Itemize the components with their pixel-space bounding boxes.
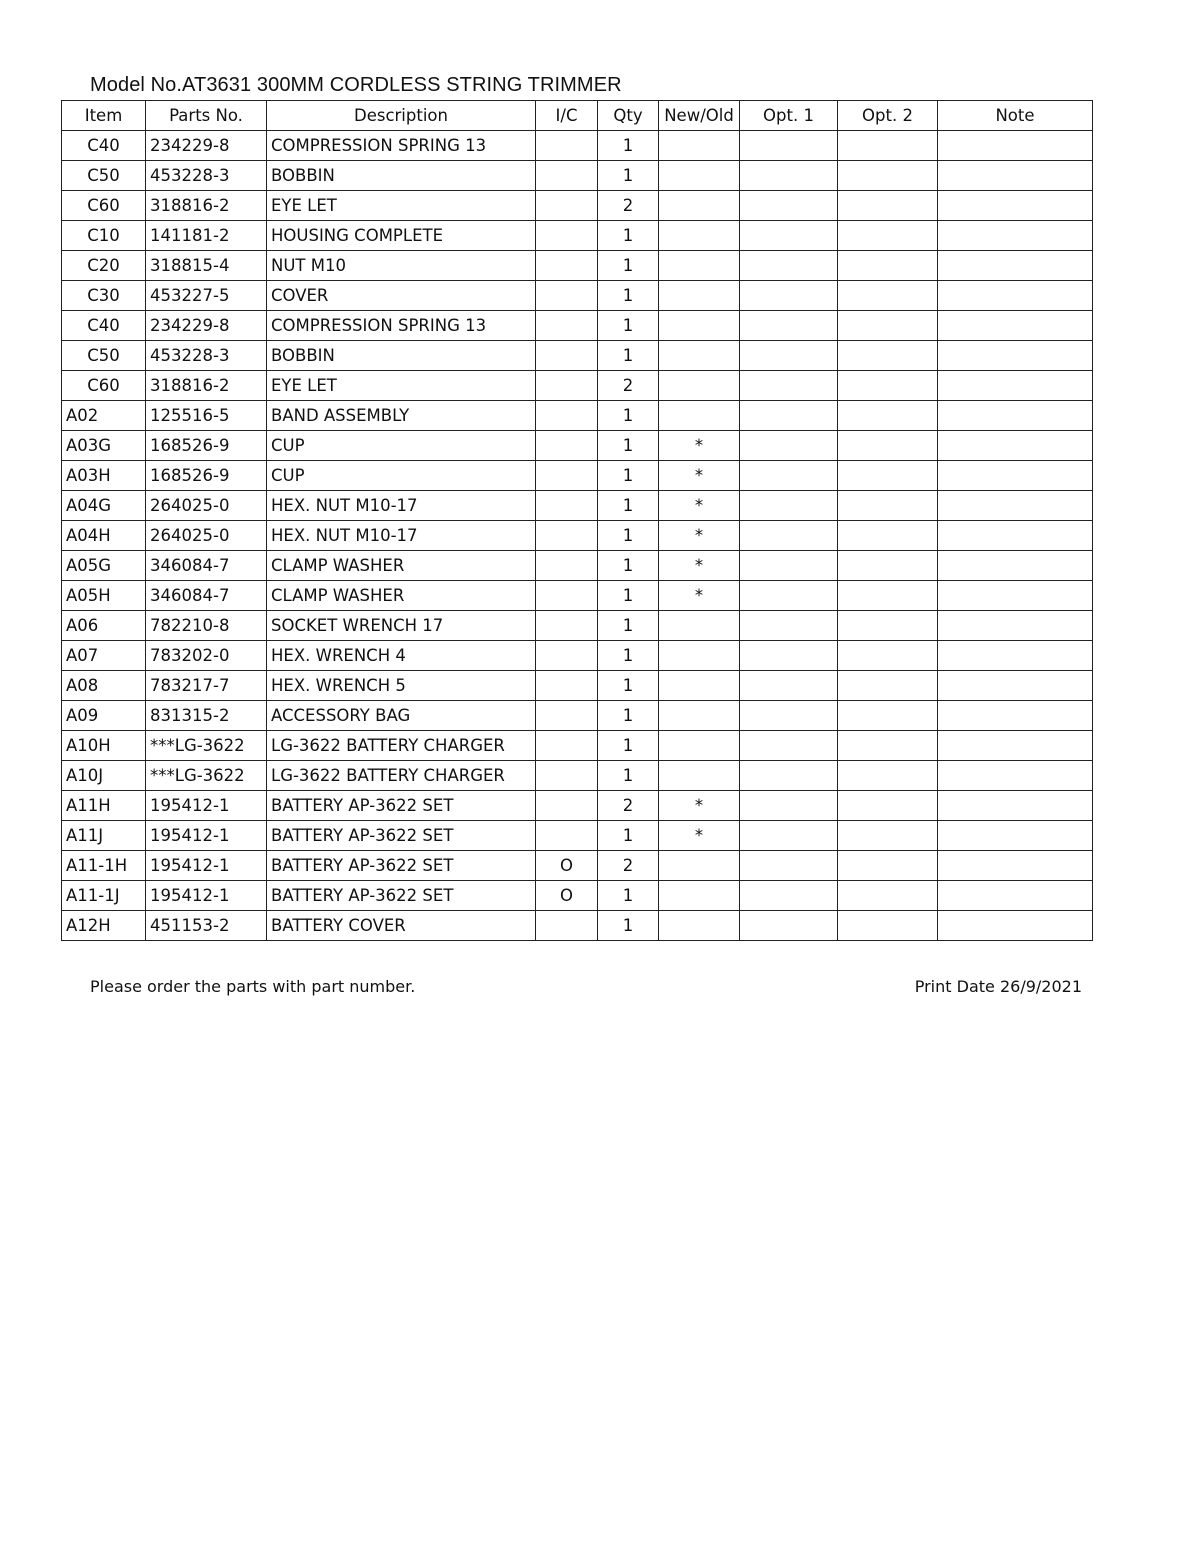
cell-parts-no: 318816-2 [146,191,267,221]
table-row [62,821,1093,851]
cell-ic [536,371,598,401]
cell-new-old [659,641,740,671]
cell-ic [536,911,598,941]
cell-ic [536,191,598,221]
table-row [62,191,1093,221]
cell-qty: 1 [598,581,659,611]
cell-parts-no: 453228-3 [146,341,267,371]
cell-new-old [659,131,740,161]
cell-qty: 1 [598,911,659,941]
cell-item: A05H [62,581,146,611]
cell-description: HEX. WRENCH 5 [267,671,536,701]
cell-item: A06 [62,611,146,641]
cell-parts-no: 234229-8 [146,311,267,341]
cell-opt2 [838,701,938,731]
cell-item: A12H [62,911,146,941]
table-row [62,701,1093,731]
cell-new-old: * [659,791,740,821]
cell-note [938,281,1093,311]
cell-opt2 [838,221,938,251]
cell-opt2 [838,401,938,431]
cell-new-old [659,611,740,641]
cell-qty: 2 [598,371,659,401]
cell-new-old: * [659,521,740,551]
cell-description: BOBBIN [267,341,536,371]
cell-description: ACCESSORY BAG [267,701,536,731]
cell-qty: 2 [598,791,659,821]
cell-new-old [659,911,740,941]
column-header-new-old: New/Old [659,101,740,131]
cell-note [938,131,1093,161]
cell-note [938,491,1093,521]
cell-description: COMPRESSION SPRING 13 [267,131,536,161]
cell-description: CUP [267,461,536,491]
cell-ic [536,581,598,611]
cell-opt2 [838,311,938,341]
cell-description: EYE LET [267,371,536,401]
cell-new-old: * [659,551,740,581]
cell-qty: 1 [598,491,659,521]
cell-opt1 [740,281,838,311]
cell-new-old [659,191,740,221]
cell-parts-no: 346084-7 [146,581,267,611]
cell-note [938,611,1093,641]
cell-parts-no: 168526-9 [146,431,267,461]
table-row [62,581,1093,611]
cell-new-old: * [659,461,740,491]
cell-qty: 1 [598,611,659,641]
cell-opt1 [740,491,838,521]
cell-qty: 1 [598,341,659,371]
cell-opt1 [740,581,838,611]
cell-item: C50 [62,161,146,191]
cell-opt1 [740,251,838,281]
cell-parts-no: 195412-1 [146,791,267,821]
cell-ic [536,311,598,341]
table-row [62,131,1093,161]
cell-opt2 [838,731,938,761]
table-row [62,791,1093,821]
column-header-opt2: Opt. 2 [838,101,938,131]
cell-note [938,251,1093,281]
cell-opt1 [740,431,838,461]
cell-opt2 [838,131,938,161]
column-header-description: Description [267,101,536,131]
cell-description: NUT M10 [267,251,536,281]
cell-description: SOCKET WRENCH 17 [267,611,536,641]
cell-item: C40 [62,311,146,341]
cell-opt2 [838,911,938,941]
table-row [62,341,1093,371]
cell-note [938,851,1093,881]
print-date: Print Date 26/9/2021 [914,977,1082,996]
cell-opt2 [838,161,938,191]
cell-note [938,311,1093,341]
cell-parts-no: 831315-2 [146,701,267,731]
cell-description: COMPRESSION SPRING 13 [267,311,536,341]
cell-ic [536,641,598,671]
cell-ic [536,551,598,581]
cell-qty: 1 [598,881,659,911]
cell-parts-no: 264025-0 [146,491,267,521]
table-row [62,281,1093,311]
cell-opt2 [838,431,938,461]
cell-note [938,401,1093,431]
cell-new-old: * [659,431,740,461]
cell-parts-no: ***LG-3622 [146,731,267,761]
cell-note [938,341,1093,371]
cell-item: A08 [62,671,146,701]
cell-ic [536,701,598,731]
cell-new-old [659,341,740,371]
cell-ic [536,791,598,821]
cell-ic [536,521,598,551]
table-row [62,311,1093,341]
cell-ic [536,461,598,491]
cell-qty: 1 [598,701,659,731]
order-note: Please order the parts with part number. [90,977,416,996]
cell-new-old [659,851,740,881]
table-row [62,401,1093,431]
cell-qty: 1 [598,161,659,191]
cell-note [938,641,1093,671]
cell-ic [536,221,598,251]
table-header-row [62,101,1093,131]
cell-parts-no: 125516-5 [146,401,267,431]
cell-opt2 [838,821,938,851]
cell-new-old [659,701,740,731]
table-row [62,731,1093,761]
cell-description: HOUSING COMPLETE [267,221,536,251]
cell-new-old [659,881,740,911]
cell-opt2 [838,281,938,311]
cell-note [938,881,1093,911]
cell-qty: 1 [598,551,659,581]
cell-note [938,551,1093,581]
cell-description: CLAMP WASHER [267,581,536,611]
cell-parts-no: 195412-1 [146,821,267,851]
table-row [62,461,1093,491]
cell-opt2 [838,581,938,611]
cell-parts-no: 234229-8 [146,131,267,161]
cell-parts-no: 782210-8 [146,611,267,641]
cell-opt1 [740,671,838,701]
cell-new-old: * [659,581,740,611]
table-row [62,881,1093,911]
cell-opt1 [740,191,838,221]
cell-item: A07 [62,641,146,671]
table-row [62,671,1093,701]
cell-opt1 [740,611,838,641]
cell-parts-no: 195412-1 [146,851,267,881]
cell-qty: 1 [598,221,659,251]
cell-item: C60 [62,191,146,221]
table-row [62,221,1093,251]
cell-parts-no: 141181-2 [146,221,267,251]
cell-description: EYE LET [267,191,536,221]
cell-opt2 [838,521,938,551]
cell-opt1 [740,131,838,161]
cell-parts-no: 453227-5 [146,281,267,311]
cell-note [938,431,1093,461]
cell-item: A03G [62,431,146,461]
cell-opt2 [838,611,938,641]
cell-opt2 [838,551,938,581]
cell-parts-no: 453228-3 [146,161,267,191]
cell-qty: 1 [598,431,659,461]
cell-qty: 1 [598,401,659,431]
cell-note [938,731,1093,761]
cell-description: COVER [267,281,536,311]
table-row [62,161,1093,191]
cell-item: A10H [62,731,146,761]
cell-item: C20 [62,251,146,281]
cell-qty: 1 [598,821,659,851]
cell-description: LG-3622 BATTERY CHARGER [267,761,536,791]
table-row [62,521,1093,551]
cell-opt2 [838,851,938,881]
cell-ic [536,131,598,161]
cell-note [938,371,1093,401]
column-header-parts-no: Parts No. [146,101,267,131]
cell-parts-no: 346084-7 [146,551,267,581]
cell-new-old: * [659,821,740,851]
cell-description: HEX. NUT M10-17 [267,491,536,521]
cell-ic: O [536,851,598,881]
cell-ic [536,671,598,701]
cell-opt2 [838,791,938,821]
cell-opt1 [740,821,838,851]
cell-description: HEX. WRENCH 4 [267,641,536,671]
cell-opt1 [740,401,838,431]
cell-item: A04G [62,491,146,521]
cell-item: A03H [62,461,146,491]
cell-opt2 [838,251,938,281]
parts-table-body [62,131,1093,941]
cell-parts-no: 264025-0 [146,521,267,551]
cell-item: A02 [62,401,146,431]
cell-qty: 1 [598,761,659,791]
cell-description: BATTERY AP-3622 SET [267,881,536,911]
cell-item: C60 [62,371,146,401]
cell-qty: 1 [598,461,659,491]
cell-opt2 [838,341,938,371]
cell-description: BATTERY COVER [267,911,536,941]
column-header-opt1: Opt. 1 [740,101,838,131]
cell-opt1 [740,911,838,941]
document-title: Model No.AT3631 300MM CORDLESS STRING TRIMMER [90,74,622,96]
cell-new-old [659,221,740,251]
cell-ic: O [536,881,598,911]
cell-note [938,161,1093,191]
cell-parts-no: 318815-4 [146,251,267,281]
table-row [62,551,1093,581]
cell-note [938,581,1093,611]
cell-note [938,761,1093,791]
cell-opt1 [740,641,838,671]
cell-opt1 [740,161,838,191]
parts-table [61,100,1093,941]
cell-opt1 [740,221,838,251]
cell-item: A09 [62,701,146,731]
cell-opt2 [838,461,938,491]
cell-description: LG-3622 BATTERY CHARGER [267,731,536,761]
cell-qty: 1 [598,311,659,341]
cell-parts-no: 195412-1 [146,881,267,911]
cell-opt2 [838,641,938,671]
cell-ic [536,431,598,461]
cell-description: HEX. NUT M10-17 [267,521,536,551]
cell-new-old [659,161,740,191]
cell-item: A05G [62,551,146,581]
table-row [62,611,1093,641]
table-row [62,641,1093,671]
column-header-qty: Qty [598,101,659,131]
table-row [62,851,1093,881]
cell-item: A11-1J [62,881,146,911]
cell-note [938,191,1093,221]
cell-qty: 1 [598,671,659,701]
cell-opt2 [838,371,938,401]
cell-item: A11-1H [62,851,146,881]
cell-new-old [659,311,740,341]
table-row [62,911,1093,941]
cell-parts-no: 318816-2 [146,371,267,401]
table-row [62,491,1093,521]
cell-opt1 [740,851,838,881]
cell-qty: 1 [598,281,659,311]
cell-ic [536,161,598,191]
cell-opt2 [838,671,938,701]
cell-opt1 [740,731,838,761]
cell-new-old: * [659,491,740,521]
cell-ic [536,761,598,791]
cell-new-old [659,251,740,281]
cell-description: BATTERY AP-3622 SET [267,791,536,821]
cell-parts-no: 451153-2 [146,911,267,941]
cell-new-old [659,371,740,401]
cell-note [938,221,1093,251]
cell-qty: 1 [598,641,659,671]
cell-opt1 [740,761,838,791]
cell-parts-no: ***LG-3622 [146,761,267,791]
cell-opt1 [740,311,838,341]
cell-ic [536,491,598,521]
cell-opt2 [838,491,938,521]
cell-opt1 [740,341,838,371]
cell-ic [536,251,598,281]
cell-parts-no: 168526-9 [146,461,267,491]
table-row [62,761,1093,791]
cell-item: C30 [62,281,146,311]
cell-new-old [659,671,740,701]
cell-description: CLAMP WASHER [267,551,536,581]
cell-qty: 2 [598,851,659,881]
cell-note [938,521,1093,551]
cell-new-old [659,281,740,311]
cell-item: C10 [62,221,146,251]
column-header-item: Item [62,101,146,131]
cell-note [938,461,1093,491]
cell-qty: 1 [598,251,659,281]
cell-new-old [659,401,740,431]
cell-note [938,701,1093,731]
cell-item: A11J [62,821,146,851]
cell-new-old [659,731,740,761]
column-header-note: Note [938,101,1093,131]
cell-opt1 [740,521,838,551]
table-row [62,371,1093,401]
cell-qty: 1 [598,131,659,161]
cell-opt1 [740,371,838,401]
cell-qty: 1 [598,731,659,761]
cell-new-old [659,761,740,791]
cell-parts-no: 783202-0 [146,641,267,671]
table-row [62,251,1093,281]
cell-item: C40 [62,131,146,161]
cell-opt2 [838,881,938,911]
cell-description: BATTERY AP-3622 SET [267,821,536,851]
cell-qty: 1 [598,521,659,551]
cell-description: CUP [267,431,536,461]
cell-opt1 [740,461,838,491]
cell-note [938,671,1093,701]
cell-description: BAND ASSEMBLY [267,401,536,431]
cell-note [938,821,1093,851]
cell-description: BOBBIN [267,161,536,191]
cell-opt1 [740,551,838,581]
cell-description: BATTERY AP-3622 SET [267,851,536,881]
cell-note [938,911,1093,941]
cell-qty: 2 [598,191,659,221]
cell-opt2 [838,761,938,791]
cell-opt2 [838,191,938,221]
cell-ic [536,821,598,851]
cell-parts-no: 783217-7 [146,671,267,701]
cell-opt1 [740,881,838,911]
cell-ic [536,731,598,761]
table-row [62,431,1093,461]
cell-item: A10J [62,761,146,791]
cell-ic [536,611,598,641]
cell-ic [536,341,598,371]
cell-ic [536,401,598,431]
cell-ic [536,281,598,311]
column-header-ic: I/C [536,101,598,131]
cell-item: A04H [62,521,146,551]
cell-note [938,791,1093,821]
cell-item: C50 [62,341,146,371]
cell-opt1 [740,791,838,821]
cell-opt1 [740,701,838,731]
cell-item: A11H [62,791,146,821]
